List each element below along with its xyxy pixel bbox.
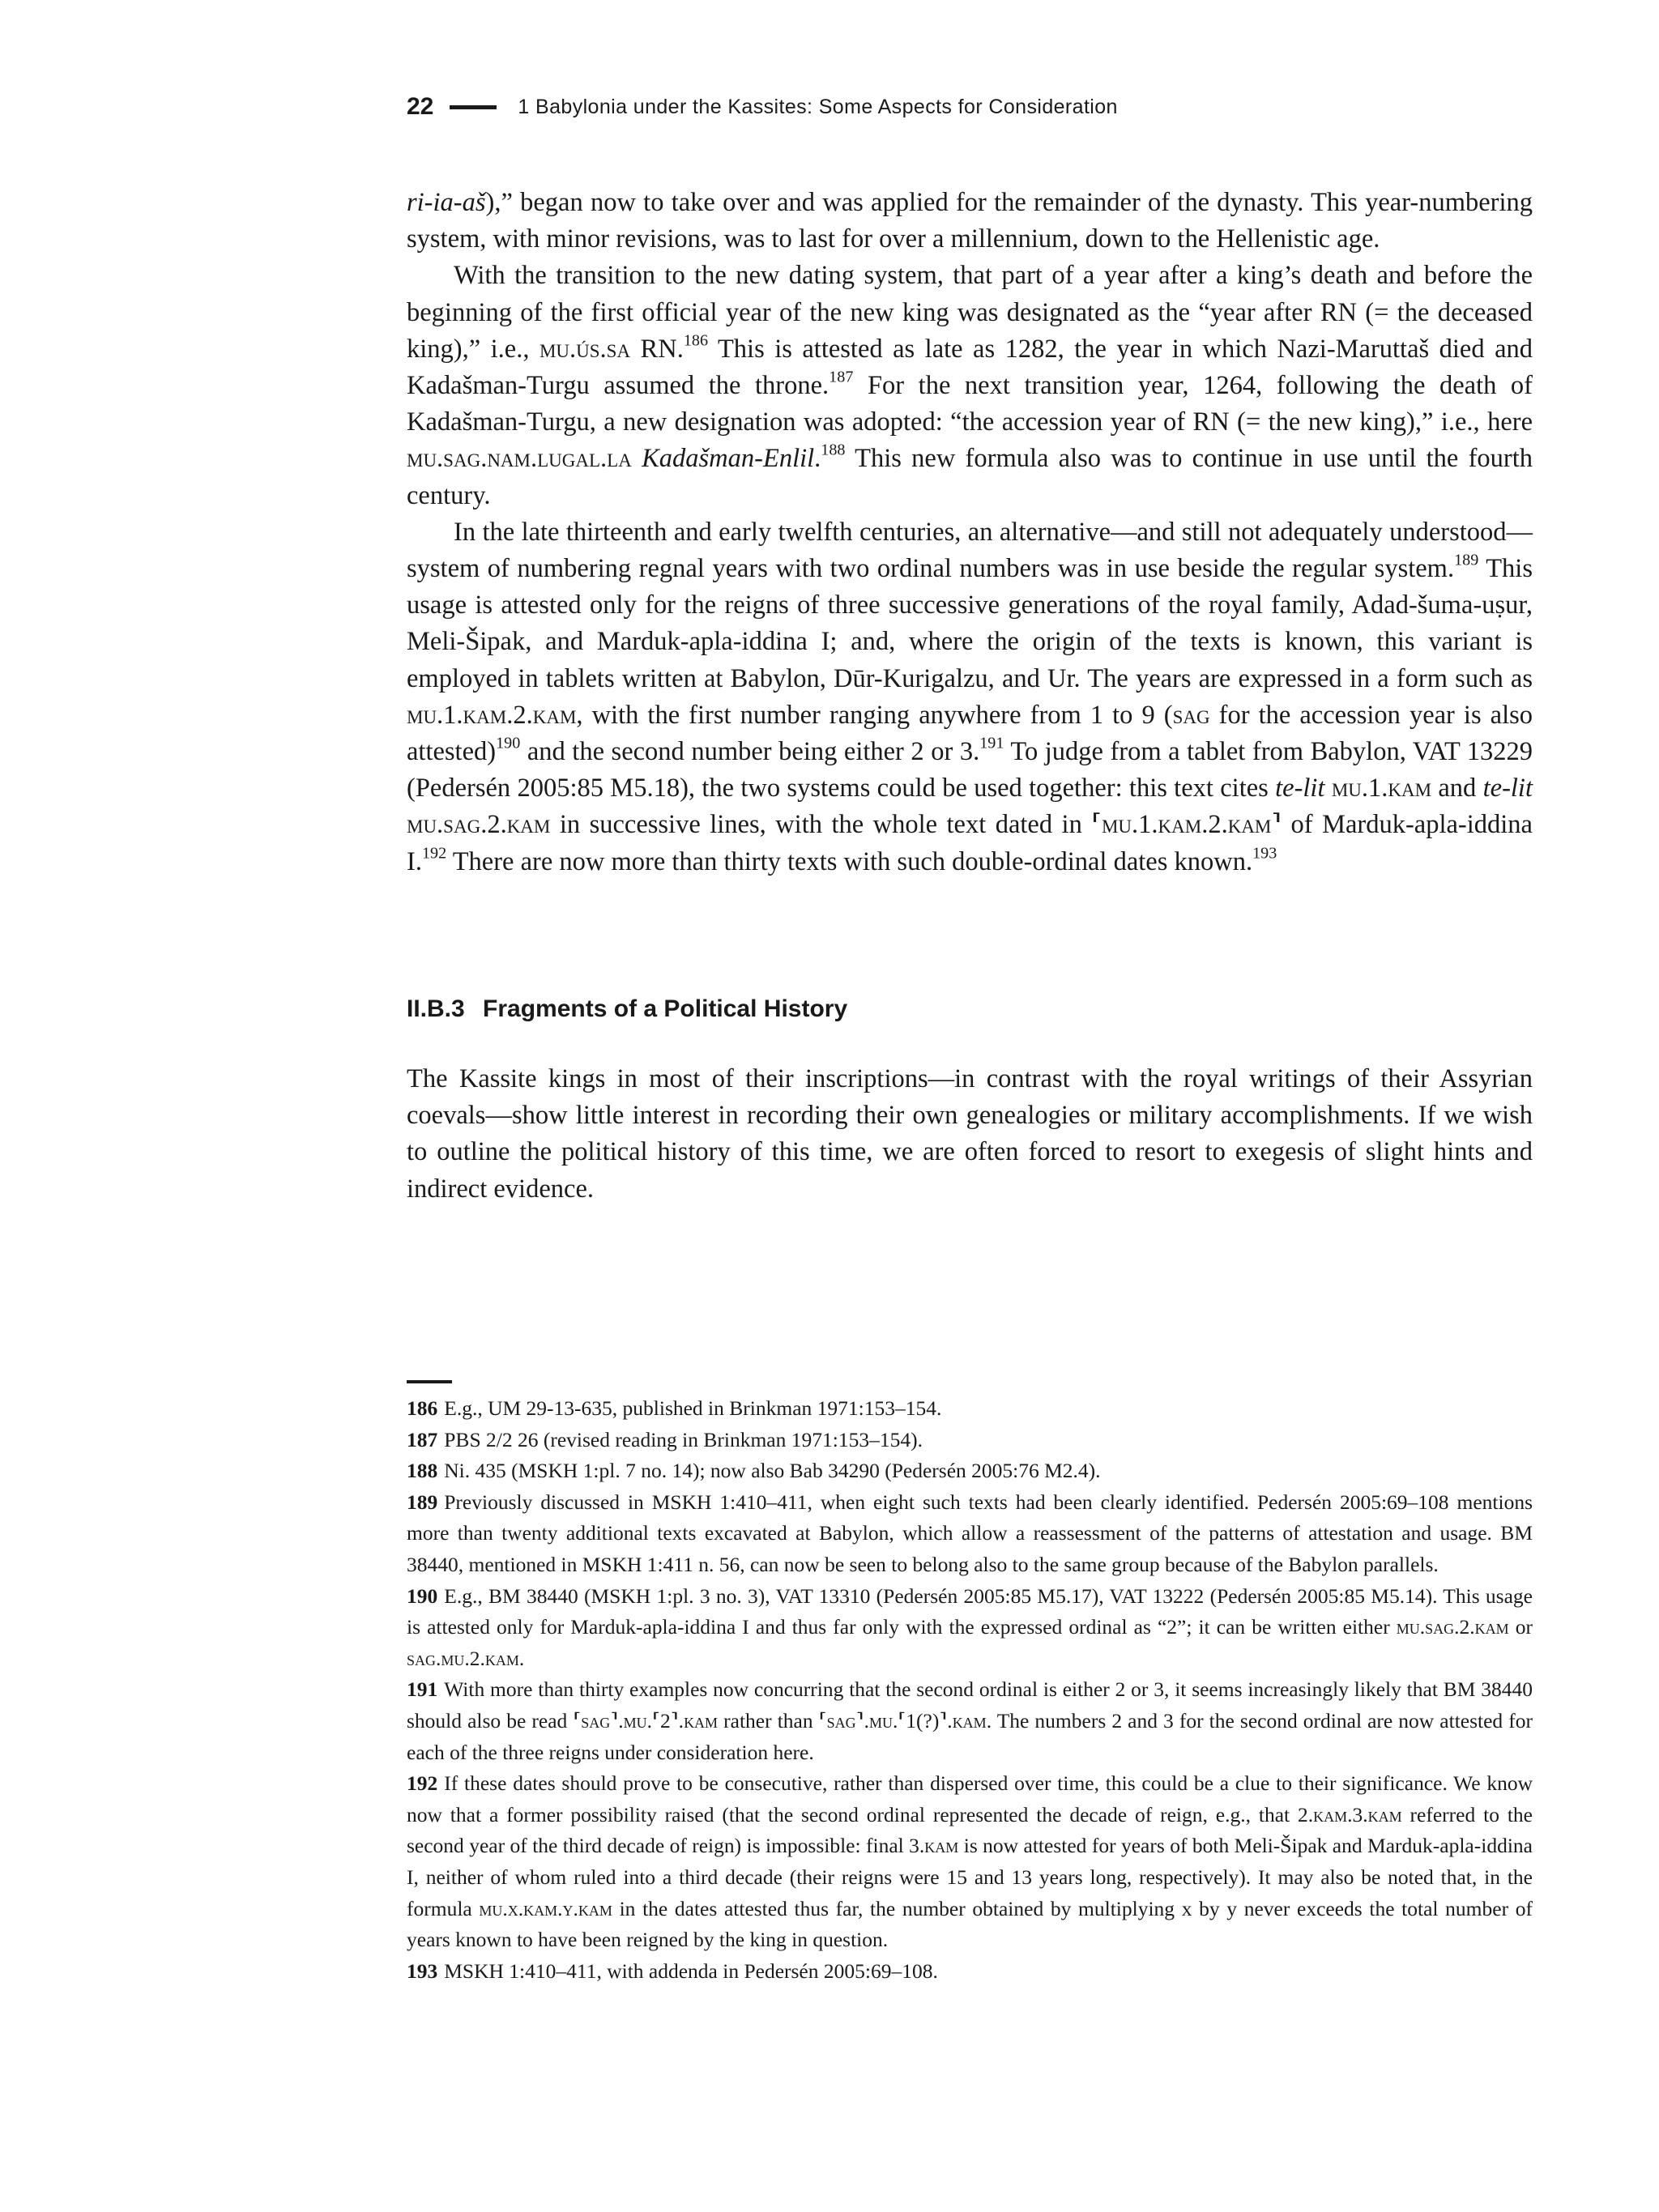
italic-text: Kadašman-Enlil <box>642 444 815 474</box>
sumerogram: mu <box>868 1708 893 1733</box>
footnote-reference: 193 <box>1252 844 1277 863</box>
text-run: rather than ⸢ <box>718 1708 827 1733</box>
footnote-reference: 187 <box>829 368 854 386</box>
running-head-title: 1 Babylonia under the Kassites: Some Aspects for Consideration <box>518 95 1118 118</box>
text-run: MSKH 1:410–411, with addenda in Pedersén 2005:69–108. <box>444 1958 938 1983</box>
paragraph <box>407 258 1533 514</box>
sumerogram: 2.kam.3.kam <box>1298 1802 1402 1826</box>
text-run: Ni. 435 (MSKH 1:pl. 7 no. 14); now also Bab 34290 (Pedersén 2005:76 M2.4). <box>444 1459 1101 1483</box>
footnote <box>407 1581 1533 1675</box>
footnote-number: 187 <box>407 1427 438 1451</box>
text-run: With the transition to the new dating system, that part of a year after a king’s death and before the beginning of the first official year of the new king was designated as the “year after RN (= the deceased king),” i.e., <box>407 261 1533 364</box>
text-run: There are now more than thirty texts with such double-ordinal dates known. <box>446 846 1253 876</box>
sumerogram: mu.sag.2.kam <box>407 810 551 840</box>
footnote-number: 186 <box>407 1396 438 1420</box>
sumerogram: sag <box>826 1708 856 1733</box>
paragraph <box>407 185 1533 258</box>
footnote-number: 190 <box>407 1583 438 1608</box>
text-run: in successive lines, with the whole text dated in ⸢ <box>550 810 1102 840</box>
footnote-number: 193 <box>407 1958 438 1983</box>
text-run <box>632 444 642 473</box>
text-run: To judge from a tablet from Babylon, VAT 13229 (Pedersén 2005:85 M5.18), the two systems could be used together: this text cites <box>407 737 1533 803</box>
text-run: is now attested for years of both Meli-Šipak and Marduk-apla-iddina I, neither of whom ruled into a third decade (their reigns were 15 and 13 years long, respectively). It may also be noted that, in the formula <box>407 1834 1533 1920</box>
paragraph <box>407 514 1533 880</box>
text-run: for the accession year is also attested) <box>407 700 1533 767</box>
text-run: For the next transition year, 1264, following the death of Kadašman-Turgu, a new designation was adopted: “the accession year of RN (= the new king),” i.e., here <box>407 371 1533 437</box>
text-run: E.g., UM 29-13-635, published in Brinkman 1971:153–154. <box>444 1396 942 1420</box>
footnotes <box>407 1393 1533 1987</box>
text-run: .⸢2⸣. <box>646 1708 684 1733</box>
italic-text: ri-ia-aš <box>407 188 486 217</box>
main-body-text <box>407 185 1533 880</box>
text-run: and the second number being either 2 or 3. <box>520 737 980 767</box>
section-number: II.B.3 <box>407 995 465 1022</box>
sumerogram: mu <box>623 1708 647 1733</box>
footnote-rule <box>407 1380 452 1383</box>
footnote-reference: 189 <box>1454 551 1479 569</box>
footnote <box>407 1674 1533 1768</box>
page-number: 22 <box>407 93 434 120</box>
text-run: With more than thirty examples now concurring that the second ordinal is either 2 or 3, it seems increasingly likely that BM 38440 should also be read ⸢ <box>407 1677 1533 1733</box>
footnote-reference: 188 <box>821 441 846 459</box>
running-header <box>407 91 1541 123</box>
paragraph <box>407 1061 1533 1208</box>
section-title: Fragments of a Political History <box>483 995 848 1022</box>
footnote-number: 189 <box>407 1490 438 1514</box>
sumerogram: sag <box>581 1708 611 1733</box>
text-run: This is attested as late as 1282, the year in which Nazi-Maruttaš died and Kadašman-Turgu assumed the throne. <box>407 334 1533 401</box>
sumerogram: mu.sag.nam.lugal.la <box>407 444 632 474</box>
footnote <box>407 1393 1533 1425</box>
text-run: ),” began now to take over and was applied for the remainder of the dynasty. This year-numbering system, with minor revisions, was to last for over a millennium, down to the Hellenistic age. <box>407 188 1533 254</box>
text-run: or <box>1508 1615 1533 1639</box>
text-run: RN. <box>630 334 684 364</box>
text-run: .⸢1(?)⸣. <box>892 1708 953 1733</box>
footnote <box>407 1425 1533 1456</box>
sumerogram: sag.mu.2.kam <box>407 1646 519 1670</box>
text-run: ⸣. <box>855 1708 869 1733</box>
italic-text: te-lit <box>1482 774 1533 803</box>
text-run: in the dates attested thus far, the number obtained by multiplying x by y never exceeds the total number of years known to have been reigned by the king in question. <box>407 1896 1533 1952</box>
footnote-reference: 190 <box>496 734 521 752</box>
text-run: PBS 2/2 26 (revised reading in Brinkman 1971:153–154). <box>444 1427 923 1451</box>
sumerogram: mu.1.kam.2.kam <box>1101 810 1272 840</box>
sumerogram: mu.1.kam.2.kam <box>407 700 577 730</box>
sumerogram: mu.ús.sa <box>539 334 631 364</box>
footnote <box>407 1956 1533 1988</box>
footnote-reference: 186 <box>683 331 709 350</box>
section-body-text <box>407 1061 1533 1208</box>
text-run: ⸣. <box>610 1708 624 1733</box>
sumerogram: sag <box>1172 700 1210 730</box>
text-run: ⸣ of Marduk-apla-iddina I. <box>407 810 1533 876</box>
footnote-number: 191 <box>407 1677 438 1702</box>
footnote <box>407 1768 1533 1956</box>
italic-text: te-lit <box>1275 774 1325 803</box>
text-run: Previously discussed in MSKH 1:410–411, when eight such texts had been clearly identified. Pedersén 2005:69–108 mentions more than twenty additional texts excavated at Babylon, which allow a reassessment of the patterns of attestation and usage. BM 38440, mentioned in MSKH 1:411 n. 56, can now be seen to belong also to the same group because of the Babylon parallels. <box>407 1490 1533 1576</box>
sumerogram: mu.sag.2.kam <box>1396 1615 1509 1639</box>
text-run: . <box>518 1646 525 1670</box>
sumerogram: kam <box>684 1708 719 1733</box>
text-run: The Kassite kings in most of their inscriptions—in contrast with the royal writings of their Assyrian coevals—show little interest in recording their own genealogies or military accomplishments. If we wish to outline the political history of this time, we are often forced to resort to exegesis of slight hints and indirect evidence. <box>407 1064 1533 1204</box>
text-run: This new formula also was to continue in use until the fourth century. <box>407 444 1533 510</box>
text-run: referred to the second year of the third decade of reign) is impossible: final <box>407 1802 1533 1858</box>
sumerogram: 3.kam <box>909 1834 959 1858</box>
text-run: and <box>1431 774 1483 803</box>
footnote-reference: 192 <box>421 844 447 863</box>
text-run <box>1325 774 1332 803</box>
header-rule <box>450 105 497 109</box>
footnote-number: 188 <box>407 1459 438 1483</box>
text-run: E.g., BM 38440 (MSKH 1:pl. 3 no. 3), VAT 13310 (Pedersén 2005:85 M5.17), VAT 13222 (Pedersén 2005:85 M5.14). This usage is attested only for Marduk-apla-iddina I and thus far only with the expressed ordinal as “2”; it can be written either <box>407 1583 1533 1639</box>
footnote-number: 192 <box>407 1771 438 1796</box>
text-run: In the late thirteenth and early twelfth centuries, an alternative—and still not adequately understood—system of numbering regnal years with two ordinal numbers was in use beside the regular system. <box>407 517 1533 584</box>
sumerogram: kam <box>952 1708 987 1733</box>
text-run: . <box>814 444 821 474</box>
sumerogram: mu.1.kam <box>1331 774 1432 803</box>
footnote <box>407 1487 1533 1581</box>
sumerogram: mu.x.kam.y.kam <box>479 1896 612 1920</box>
footnote-reference: 191 <box>979 734 1004 752</box>
text-run: . The numbers 2 and 3 for the second ordinal are now attested for each of the three reigns under consideration here. <box>407 1708 1533 1764</box>
text-run: This usage is attested only for the reigns of three successive generations of the royal family, Adad-šuma-uṣur, Meli-Šipak, and Marduk-apla-iddina I; and, where the origin of the texts is known, this variant is employed in tablets written at Babylon, Dūr-Kurigalzu, and Ur. The years are expressed in a form such as <box>407 554 1533 693</box>
text-run: If these dates should prove to be consecutive, rather than dispersed over time, this could be a clue to their significance. We know now that a former possibility raised (that the second ordinal represented the decade of reign, e.g., that <box>407 1771 1533 1826</box>
footnote <box>407 1455 1533 1487</box>
section-heading <box>407 993 1533 1025</box>
text-run: , with the first number ranging anywhere from 1 to 9 ( <box>576 700 1173 730</box>
